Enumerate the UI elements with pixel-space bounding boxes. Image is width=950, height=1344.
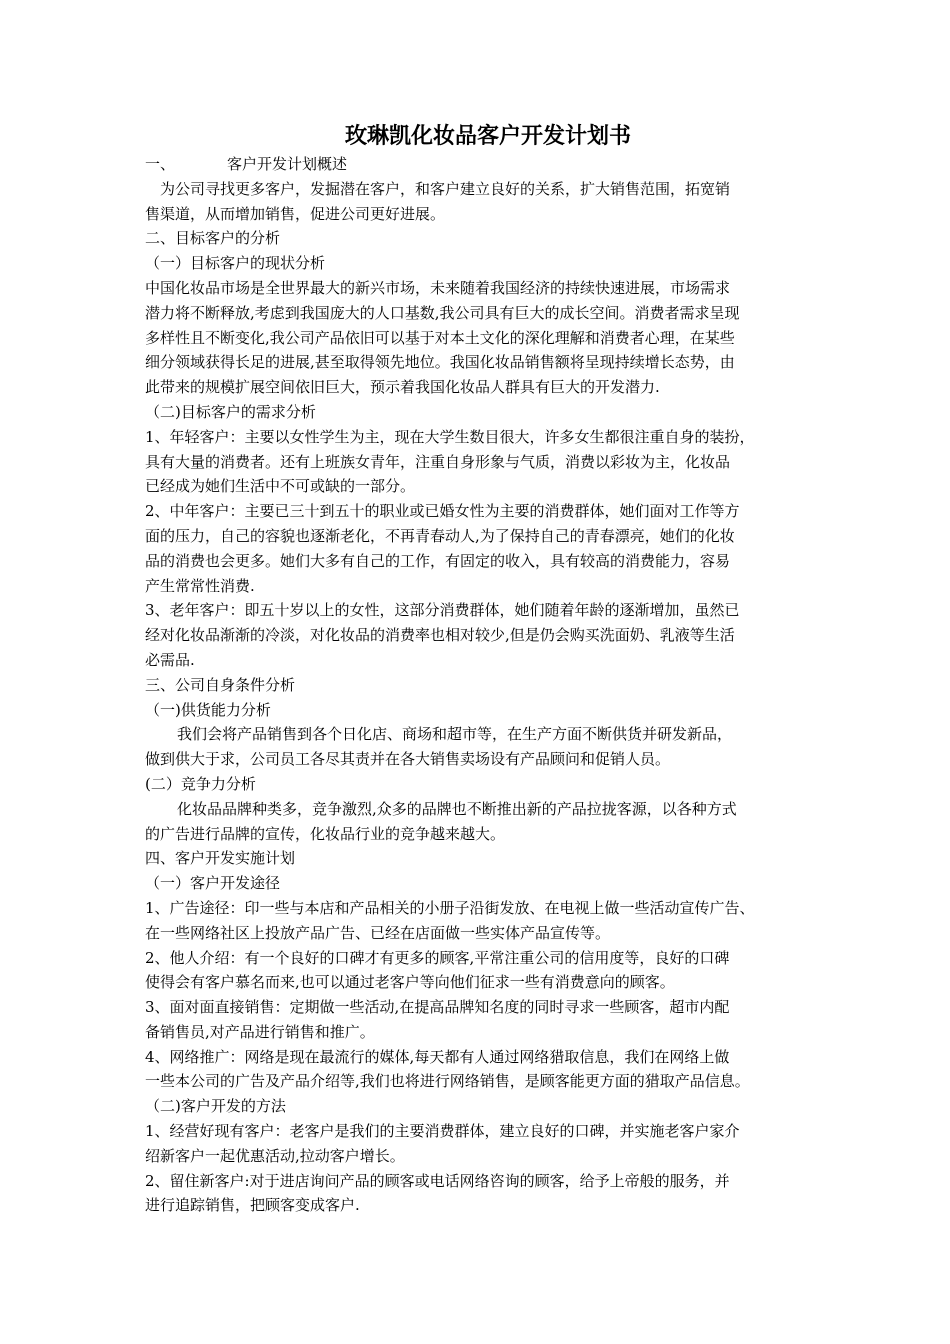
text-line: 4、网络推广：网络是现在最流行的媒体,每天都有人通过网络猎取信息，我们在网络上做 bbox=[145, 1047, 730, 1066]
text-line: 已经成为她们生活中不可或缺的一部分。 bbox=[145, 477, 416, 496]
text-line: （一）客户开发途径 bbox=[145, 874, 281, 893]
text-line: 多样性且不断变化,我公司产品依旧可以基于对本土文化的深化理解和消费者心理，在某些 bbox=[145, 328, 735, 347]
text-line: 二、目标客户的分析 bbox=[145, 229, 281, 248]
text-line: 为公司寻找更多客户，发掘潜在客户，和客户建立良好的关系，扩大销售范围，拓宽销 bbox=[160, 179, 731, 198]
text-line: 面的压力，自己的容貌也逐渐老化，不再青春动人,为了保持自己的青春漂亮，她们的化妆 bbox=[145, 526, 735, 545]
text-line: 细分领域获得长足的进展,甚至取得领先地位。我国化妆品销售额将呈现持续增长态势，由 bbox=[145, 353, 735, 372]
text-line: 潜力将不断释放,考虑到我国庞大的人口基数,我公司具有巨大的成长空间。消费者需求呈现 bbox=[145, 303, 740, 322]
document-page bbox=[145, 122, 825, 1218]
text-line: 1、年轻客户：主要以女性学生为主，现在大学生数目很大，许多女生都很注重自身的装扮， bbox=[145, 427, 755, 446]
text-line: 绍新客户一起优惠活动,拉动客户增长。 bbox=[145, 1146, 405, 1165]
text-line: （二)目标客户的需求分析 bbox=[145, 402, 316, 421]
text-line: 产生常常性消费. bbox=[145, 576, 255, 595]
text-line: 3、面对面直接销售：定期做一些活动,在提高品牌知名度的同时寻求一些顾客，超市内配 bbox=[145, 998, 730, 1017]
text-line: 2、他人介绍：有一个良好的口碑才有更多的顾客,平常注重公司的信用度等，良好的口碑 bbox=[145, 948, 730, 967]
text-line: 品的消费也会更多。她们大多有自己的工作，有固定的收入，具有较高的消费能力，容易 bbox=[145, 551, 731, 570]
text-line: 的广告进行品牌的宣传，化妆品行业的竞争越来越大。 bbox=[145, 824, 506, 843]
section-number: 一、 bbox=[145, 155, 176, 173]
text-line: 2、中年客户：主要已三十到五十的职业或已婚女性为主要的消费群体，她们面对工作等方 bbox=[145, 502, 740, 521]
text-line: （二)客户开发的方法 bbox=[145, 1097, 286, 1116]
text-line: 我们会将产品销售到各个日化店、商场和超市等，在生产方面不断供货并研发新品， bbox=[177, 725, 733, 744]
text-line: 化妆品品牌种类多，竞争激烈,众多的品牌也不断推出新的产品拉拢客源，以各种方式 bbox=[177, 799, 737, 818]
text-line bbox=[145, 152, 825, 177]
text-line: 经对化妆品渐渐的冷淡，对化妆品的消费率也相对较少,但是仍会购买洗面奶、乳液等生活 bbox=[145, 626, 735, 645]
text-line: 必需品. bbox=[145, 650, 195, 669]
text-line: 三、公司自身条件分析 bbox=[145, 675, 296, 694]
text-line: 进行追踪销售，把顾客变成客户. bbox=[145, 1196, 360, 1215]
text-line: 备销售员,对产品进行销售和推广。 bbox=[145, 1022, 375, 1041]
text-line: 1、广告途径：印一些与本店和产品相关的小册子沿街发放、在电视上做一些活动宣传广告、 bbox=[145, 898, 755, 917]
text-line: 四、客户开发实施计划 bbox=[145, 849, 296, 868]
text-line: 售渠道，从而增加销售，促进公司更好进展。 bbox=[145, 204, 446, 223]
text-line: 1、经营好现有客户：老客户是我们的主要消费群体，建立良好的口碑，并实施老客户家介 bbox=[145, 1122, 740, 1141]
text-line: 在一些网络社区上投放产品广告、已经在店面做一些实体产品宣传等。 bbox=[145, 923, 611, 942]
text-line: 此带来的规模扩展空间依旧巨大，预示着我国化妆品人群具有巨大的开发潜力. bbox=[145, 378, 660, 397]
document-title: 玫琳凯化妆品客户开发计划书 bbox=[344, 124, 631, 149]
text-line: 使得会有客户慕名而来,也可以通过老客户等向他们征求一些有消费意向的顾客。 bbox=[145, 973, 675, 992]
text-line: 2、留住新客户:对于进店询问产品的顾客或电话网络咨询的顾客，给予上帝般的服务，并 bbox=[145, 1171, 730, 1190]
text-line: 3、老年客户：即五十岁以上的女性，这部分消费群体，她们随着年龄的逐渐增加，虽然已 bbox=[145, 601, 740, 620]
text-line: 做到供大于求，公司员工各尽其责并在各大销售卖场设有产品顾问和促销人员。 bbox=[145, 750, 671, 769]
text-line: （一)供货能力分析 bbox=[145, 700, 271, 719]
text-line: 一些本公司的广告及产品介绍等,我们也将进行网络销售，是顾客能更方面的猎取产品信息。 bbox=[145, 1072, 750, 1091]
document-body bbox=[145, 152, 825, 1218]
section-heading: 客户开发计划概述 bbox=[227, 155, 348, 173]
text-line: 中国化妆品市场是全世界最大的新兴市场，未来随着我国经济的持续快速进展，市场需求 bbox=[145, 278, 731, 297]
text-line: 具有大量的消费者。还有上班族女青年，注重自身形象与气质，消费以彩妆为主，化妆品 bbox=[145, 452, 731, 471]
text-line: (二）竞争力分析 bbox=[145, 774, 256, 793]
text-line: （一）目标客户的现状分析 bbox=[145, 254, 326, 273]
